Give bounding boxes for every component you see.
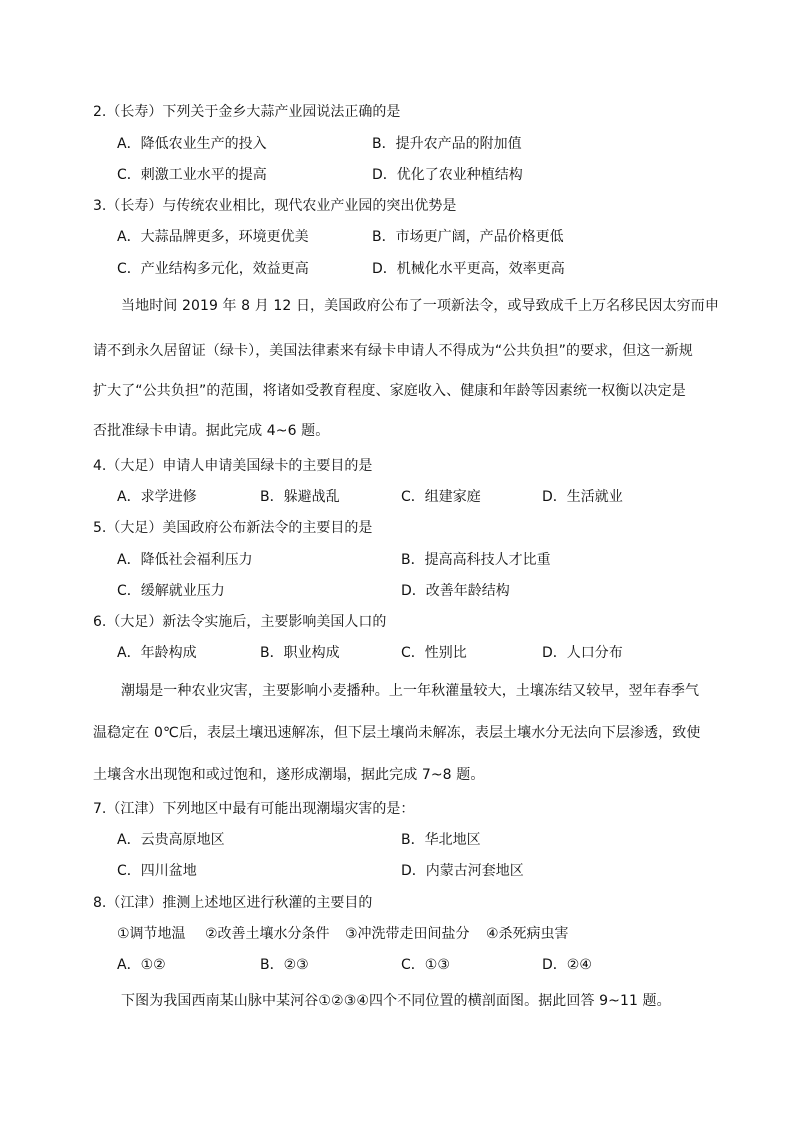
question-7-stem: 7.（江津）下列地区中最有可能出现潮塌灾害的是： [93,801,415,817]
question-8-option-c: C．①③ [401,957,450,973]
question-6-option-c: C．性别比 [401,645,467,661]
passage-1-line-2: 请不到永久居留证（绿卡），美国法律素来有绿卡申请人不得成为“公共负担”的要求，但这一新规 [93,343,693,359]
passage-1-line-4: 否批准绿卡申请。据此完成 4~6 题。 [93,423,330,439]
question-3-option-b: B．市场更广阔，产品价格更低 [372,229,564,245]
question-5-stem: 5.（大足）美国政府公布新法令的主要目的是 [93,520,373,536]
question-6-option-d: D．人口分布 [542,645,623,661]
passage-2-line-1: 潮塌是一种农业灾害，主要影响小麦播种。上一年秋灌量较大，土壤冻结又较早，翌年春季气 [121,683,700,699]
question-3-option-c: C．产业结构多元化，效益更高 [117,261,309,277]
question-3-option-a: A．大蒜品牌更多，环境更优美 [117,229,309,245]
question-6-option-b: B．职业构成 [260,645,340,661]
question-4-option-a: A．求学进修 [117,489,197,505]
question-8-option-d: D．②④ [542,957,592,973]
question-2-option-c: C．刺激工业水平的提高 [117,167,267,183]
question-8-stem: 8.（江津）推测上述地区进行秋灌的主要目的 [93,895,373,911]
question-2-option-a: A．降低农业生产的投入 [117,136,267,152]
question-7-option-d: D．内蒙古河套地区 [401,863,524,879]
question-6-stem: 6.（大足）新法令实施后，主要影响美国人口的 [93,614,387,630]
question-7-option-a: A．云贵高原地区 [117,832,225,848]
question-5-option-a: A．降低社会福利压力 [117,552,253,568]
question-4-option-c: C．组建家庭 [401,489,481,505]
question-3-stem: 3.（长寿）与传统农业相比，现代农业产业园的突出优势是 [93,198,457,214]
passage-2-line-2: 温稳定在 0℃后，表层土壤迅速解冻，但下层土壤尚未解冻，表层土壤水分无法向下层渗透，致使 [93,725,701,741]
question-2-stem: 2.（长寿）下列关于金乡大蒜产业园说法正确的是 [93,104,401,120]
question-7-option-b: B．华北地区 [401,832,481,848]
question-6-option-a: A．年龄构成 [117,645,197,661]
question-2-option-b: B．提升农产品的附加值 [372,136,522,152]
question-5-option-d: D．改善年龄结构 [401,583,510,599]
question-4-option-b: B．躲避战乱 [260,489,340,505]
question-7-option-c: C．四川盆地 [117,863,197,879]
question-8-choice-2: ②改善土壤水分条件 [205,926,330,942]
passage-1-line-1: 当地时间 2019 年 8 月 12 日，美国政府公布了一项新法令，或导致成千上万名移民因太穷而申 [121,298,719,314]
question-2-option-d: D．优化了农业种植结构 [372,167,523,183]
question-8-choice-3: ③冲洗带走田间盐分 [345,926,470,942]
passage-1-line-3: 扩大了“公共负担”的范围，将诸如受教育程度、家庭收入、健康和年龄等因素统一权衡以决定是 [93,383,686,399]
question-4-stem: 4.（大足）申请人申请美国绿卡的主要目的是 [93,458,373,474]
question-4-option-d: D．生活就业 [542,489,623,505]
question-5-option-c: C．缓解就业压力 [117,583,225,599]
passage-3-line-1: 下图为我国西南某山脉中某河谷①②③④四个不同位置的横剖面图。据此回答 9~11 题。 [121,993,671,1009]
question-8-choice-4: ④杀死病虫害 [486,926,569,942]
question-8-option-b: B．②③ [260,957,309,973]
question-8-choice-1: ①调节地温 [117,926,186,942]
question-8-option-a: A．①② [117,957,166,973]
question-5-option-b: B．提高高科技人才比重 [401,552,551,568]
question-3-option-d: D．机械化水平更高，效率更高 [372,261,565,277]
passage-2-line-3: 土壤含水出现饱和或过饱和，遂形成潮塌，据此完成 7~8 题。 [93,767,485,783]
